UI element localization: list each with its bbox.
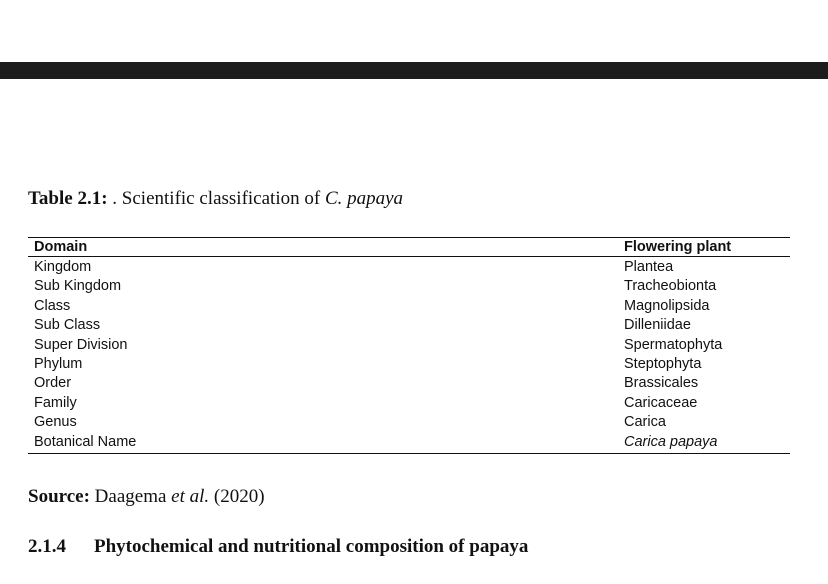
table-row bbox=[28, 374, 790, 393]
source-note bbox=[28, 486, 265, 508]
rank-cell: Genus bbox=[34, 414, 77, 431]
taxon-cell: Dilleniidae bbox=[624, 317, 691, 334]
table-caption-text: . Scientific classification of bbox=[107, 188, 325, 209]
section-heading bbox=[28, 536, 528, 558]
table-row bbox=[28, 316, 790, 335]
taxon-cell: Carica bbox=[624, 414, 666, 431]
rank-cell: Sub Kingdom bbox=[34, 278, 122, 295]
source-label: Source: bbox=[28, 486, 90, 507]
section-number: 2.1.4 bbox=[28, 536, 66, 557]
table-row bbox=[28, 355, 790, 374]
top-dark-bar bbox=[0, 62, 828, 79]
table-row bbox=[28, 433, 790, 452]
table-bottom-rule bbox=[28, 453, 790, 454]
table-row bbox=[28, 297, 790, 316]
taxon-cell: Magnolipsida bbox=[624, 297, 710, 314]
table-row bbox=[28, 277, 790, 296]
rank-cell: Sub Class bbox=[34, 317, 101, 334]
header-domain: Domain bbox=[34, 239, 88, 255]
rank-cell: Class bbox=[34, 297, 71, 314]
rank-cell: Botanical Name bbox=[34, 433, 137, 450]
taxon-cell: Caricaceae bbox=[624, 394, 698, 411]
table-header-row bbox=[28, 238, 790, 256]
source-year: (2020) bbox=[209, 486, 265, 507]
table-body bbox=[28, 257, 790, 453]
rank-cell: Phylum bbox=[34, 355, 83, 372]
table-caption bbox=[28, 188, 403, 210]
taxon-cell: Tracheobionta bbox=[624, 278, 717, 295]
taxon-cell: Steptophyta bbox=[624, 355, 702, 372]
table-row bbox=[28, 413, 790, 432]
table-row bbox=[28, 258, 790, 277]
source-author: Daagema bbox=[89, 486, 172, 507]
table-row bbox=[28, 394, 790, 413]
header-flowering-plant: Flowering plant bbox=[624, 239, 732, 255]
section-title: Phytochemical and nutritional composition of papaya bbox=[94, 536, 529, 557]
rank-cell: Super Division bbox=[34, 336, 128, 353]
taxon-cell: Plantea bbox=[624, 259, 674, 275]
source-etal: et al. bbox=[171, 486, 210, 507]
taxon-cell: Spermatophyta bbox=[624, 336, 723, 353]
rank-cell: Kingdom bbox=[34, 259, 92, 275]
table-caption-label: Table 2.1: bbox=[28, 188, 108, 209]
taxon-cell: Brassicales bbox=[624, 375, 699, 392]
rank-cell: Family bbox=[34, 394, 77, 411]
classification-table bbox=[28, 237, 790, 454]
rank-cell: Order bbox=[34, 375, 72, 392]
taxon-cell-botanical-name: Carica papaya bbox=[624, 433, 718, 450]
table-row bbox=[28, 336, 790, 355]
table-caption-species: C. papaya bbox=[324, 188, 404, 209]
